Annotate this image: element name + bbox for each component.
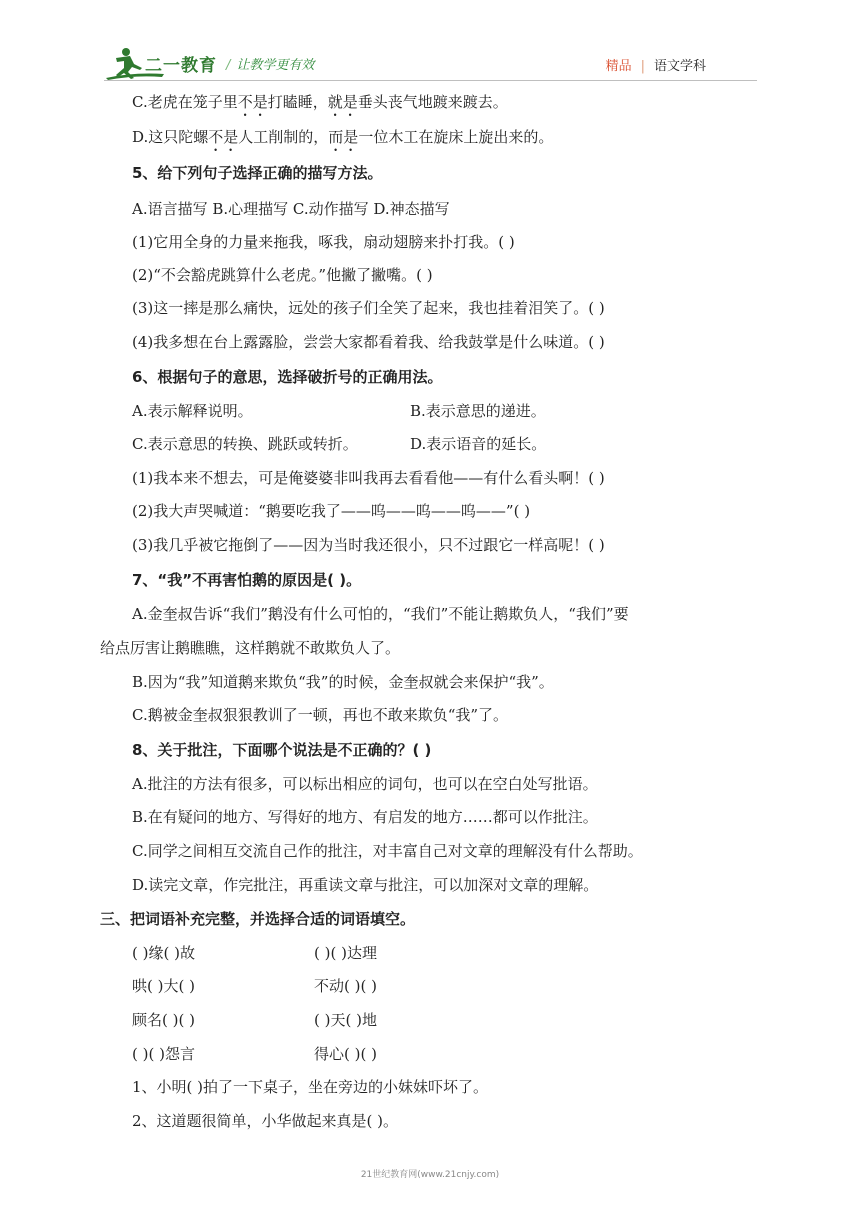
question-7: 7、“我”不再害怕鹅的原因是( )。 <box>132 571 362 589</box>
word-fill-1a: ( )缘( )故 <box>132 944 195 962</box>
q6-option-c: C.表示意思的转换、跳跃或转折。 <box>132 435 358 453</box>
q8-option-a: A.批注的方法有很多，可以标出相应的词句，也可以在空白处写批语。 <box>132 775 598 793</box>
brand-name: 二一教育 <box>145 56 217 76</box>
q5-item-4: (4)我多想在台上露露脸，尝尝大家都看着我、给我鼓掌是什么味道。( ) <box>132 333 605 351</box>
q7-option-a-line1: A.金奎叔告诉“我们”鹅没有什么可怕的，“我们”不能让鹅欺负人，“我们”要 <box>132 605 629 623</box>
header-divider <box>104 80 757 81</box>
q5-item-3: (3)这一摔是那么痛快，远处的孩子们全笑了起来，我也挂着泪笑了。( ) <box>132 299 605 317</box>
slogan: / 让教学更有效 <box>226 58 315 73</box>
q6-item-1: (1)我本来不想去，可是俺婆婆非叫我再去看看他——有什么看头啊！( ) <box>132 469 605 487</box>
word-fill-3b: ( )天( )地 <box>314 1011 377 1029</box>
word-fill-3a: 顾名( )( ) <box>132 1011 195 1029</box>
header-right: 精品 | 语文学科 <box>605 59 706 74</box>
quality-label: 精品 <box>605 59 632 74</box>
word-fill-1b: ( )( )达理 <box>314 944 377 962</box>
word-fill-4a: ( )( )怨言 <box>132 1045 195 1063</box>
word-fill-2a: 哄( )大( ) <box>132 977 195 995</box>
question-8: 8、关于批注，下面哪个说法是不正确的？( ) <box>132 741 432 759</box>
q5-item-1: (1)它用全身的力量来拖我，啄我，扇动翅膀来扑打我。( ) <box>132 233 515 251</box>
option-d: D.这只陀螺不是人工削制的，而是一位木工在旋床上旋出来的。 <box>132 128 554 146</box>
q5-item-2: (2)“不会豁虎跳算什么老虎。”他撇了撇嘴。( ) <box>132 266 433 284</box>
q8-option-b: B.在有疑问的地方、写得好的地方、有启发的地方……都可以作批注。 <box>132 808 598 826</box>
q6-option-b: B.表示意思的递进。 <box>410 402 546 420</box>
page-header <box>0 0 860 90</box>
word-fill-2b: 不动( )( ) <box>314 977 377 995</box>
q6-option-a: A.表示解释说明。 <box>132 402 253 420</box>
fill-sentence-1: 1、小明( )拍了一下桌子，坐在旁边的小妹妹吓坏了。 <box>132 1078 489 1096</box>
q8-option-d: D.读完文章，作完批注，再重读文章与批注，可以加深对文章的理解。 <box>132 876 599 894</box>
q7-option-b: B.因为“我”知道鹅来欺负“我”的时候，金奎叔就会来保护“我”。 <box>132 673 554 691</box>
subject-label: 语文学科 <box>653 59 706 74</box>
section-3-heading: 三、把词语补充完整，并选择合适的词语填空。 <box>100 910 416 928</box>
slogan-text: 让教学更有效 <box>236 58 315 73</box>
word-fill-4b: 得心( )( ) <box>314 1045 377 1063</box>
question-6: 6、根据句子的意思，选择破折号的正确用法。 <box>132 368 443 386</box>
q7-option-a-line2: 给点厉害让鹅瞧瞧，这样鹅就不敢欺负人了。 <box>100 639 401 657</box>
q7-option-c: C.鹅被金奎叔狠狠教训了一顿，再也不敢来欺负“我”了。 <box>132 706 509 724</box>
fill-sentence-2: 2、这道题很简单，小华做起来真是( )。 <box>132 1112 399 1130</box>
q5-options: A.语言描写 B.心理描写 C.动作描写 D.神态描写 <box>132 200 450 218</box>
q8-option-c: C.同学之间相互交流自己作的批注，对丰富自己对文章的理解没有什么帮助。 <box>132 842 643 860</box>
q6-option-d: D.表示语音的延长。 <box>410 435 547 453</box>
option-c: C.老虎在笼子里不是打瞌睡，就是垂头丧气地踱来踱去。 <box>132 93 508 111</box>
q6-item-2: (2)我大声哭喊道：“鹅要吃我了——呜——呜——呜——”( ) <box>132 502 531 520</box>
page-footer: 21世纪教育网(www.21cnjy.com) <box>360 1170 500 1180</box>
q6-item-3: (3)我几乎被它拖倒了——因为当时我还很小，只不过跟它一样高呢！( ) <box>132 536 605 554</box>
question-5: 5、给下列句子选择正确的描写方法。 <box>132 164 383 182</box>
